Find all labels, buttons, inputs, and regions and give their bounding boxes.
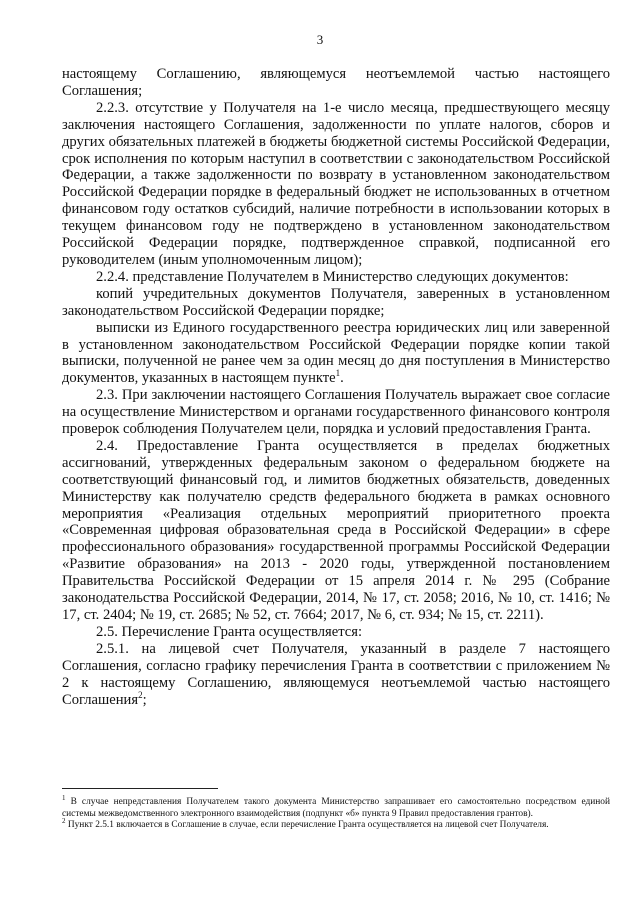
footnote-2: [62, 817, 610, 832]
paragraph-continuation: настоящему Соглашению, являющемуся неотъемлемой частью настоящего Соглашения;: [62, 66, 610, 99]
footnote-ref-1: 1: [335, 368, 341, 379]
footnote-2-text: Пункт 2.5.1 включается в Соглашение в случае, если перечисление Гранта осуществляется на лицевой счет Получателя.: [67, 820, 549, 831]
paragraph-copies: копий учредительных документов Получателя, заверенных в установленном законодательством Российской Федерации порядке;: [62, 285, 610, 319]
document-body: [62, 66, 610, 708]
footnote-ref-2: 2: [138, 689, 143, 700]
footnote-1-mark: 1: [62, 793, 66, 802]
paragraph-extract: [62, 320, 610, 388]
paragraph-2-4: 2.4. Предоставление Гранта осуществляется в пределах бюджетных ассигнований, утвержденных федеральным законом о федеральном бюджете на соответствующий финансовый год, и лимитов бюджетных обязательств, доведенных Министерству как получателю средств федерального бюджета в рамках основного мероприятия «Реализация отдельных мероприятий приоритетного проекта «Современная цифровая образовательная среда в Российской Федерации» в сфере профессионального образования» государственной программы Российской Федерации «Развитие образования» на 2013 - 2020 годы, утвержденной постановлением Правительства Российской Федерации от 15 апреля 2014 г. № 295 (Собрание законодательства Российской Федерации, 2014, № 17, ст. 2058; 2016, № 10, ст. 1416; № 17, ст. 2404; № 19, ст. 2685; № 52, ст. 7664; 2017, № 6, ст. 934; № 15, ст. 2211).: [62, 437, 610, 623]
footnote-separator: [62, 788, 218, 789]
footnote-1-text: В случае непредставления Получателем такого документа Министерство запрашивает его самостоятельно посредством единой системы межведомственного электронного взаимодействия (подпункт «б» пункта 9 Правил предоставления грантов).: [62, 797, 610, 819]
paragraph-extract-text: выписки из Единого государственного реестра юридических лиц или заверенной в установленном законодательством Российской Федерации порядке копии такой выписки, полученной не ранее чем за один месяц до дня поступления в Министерство документов, указанных в настоящем пункте: [62, 319, 610, 387]
paragraph-2-5: 2.5. Перечисление Гранта осуществляется:: [96, 623, 363, 640]
footnote-1: [62, 793, 610, 820]
paragraph-2-2-4: 2.2.4. представление Получателем в Министерство следующих документов:: [96, 268, 569, 285]
paragraph-2-3: 2.3. При заключении настоящего Соглашения Получатель выражает свое согласие на осуществление Министерством и органами государственного финансового контроля проверок соблюдения Получателем цели, порядка и условий предоставления Гранта.: [62, 387, 610, 438]
paragraph-2-5-1: [62, 641, 610, 709]
paragraph-extract-end: .: [340, 370, 344, 387]
paragraph-2-5-1-end: ;: [142, 691, 147, 708]
footnotes: [62, 793, 610, 832]
footnote-2-mark: 2: [62, 817, 66, 826]
paragraph-2-2-3: 2.2.3. отсутствие у Получателя на 1-е число месяца, предшествующего месяцу заключения настоящего Соглашения, задолженности по уплате налогов, сборов и других обязательных платежей в бюджеты бюджетной системы Российской Федерации, срок исполнения по которым наступил в соответствии с законодательством Российской Федерации, а также задолженности по возврату в установленном законодательством Российской Федерации порядке в федеральный бюджет не использованных в отчетном финансовом году остатков субсидий, наличие потребности в использовании которых в текущем финансовом году не подтверждено в установленном законодательством Российской Федерации порядке, подтвержденное справкой, подписанной его руководителем (иным уполномоченным лицом);: [62, 99, 610, 268]
paragraph-2-5-1-text: 2.5.1. на лицевой счет Получателя, указанный в разделе 7 настоящего Соглашения, согласно графику перечисления Гранта в соответствии с приложением № 2 к настоящему Соглашению, являющемуся неотъемлемой частью настоящего Соглашения: [62, 640, 610, 708]
page-number: 3: [316, 32, 324, 47]
